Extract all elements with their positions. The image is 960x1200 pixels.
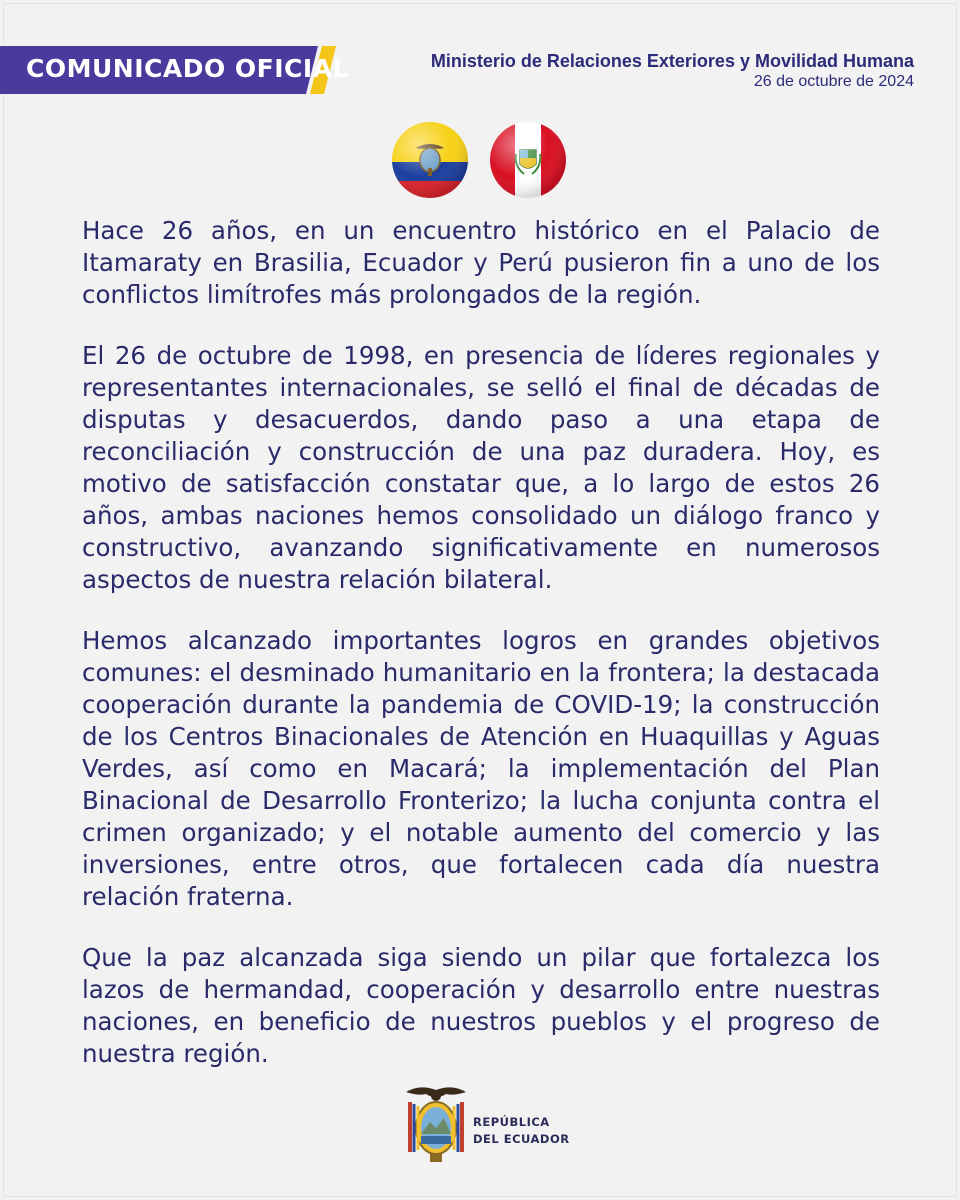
flags-row [388,120,568,200]
peru-flag-icon [488,120,568,200]
republic-line-1: REPÚBLICA [473,1115,550,1129]
ecuador-flag-icon [390,120,470,200]
paragraph: Hemos alcanzado importantes logros en grandes objetivos comunes: el desminado humanitario en la frontera; la destacada cooperación durante la pandemia de COVID-19; la construcción de los Centros Binacionales de Atención en Huaquillas y Aguas Verdes, así como en Macará; la implementación del Plan Binacional de Desarrollo Fronterizo; la lucha conjunta contra el crimen organizado; y el notable aumento del comercio y las inversiones, entre otros, que fortalecen cada día nuestra relación fraterna. [82,626,880,911]
paragraph: Hace 26 años, en un encuentro histórico en el Palacio de Itamaraty en Brasilia, Ecuador y Perú pusieron fin a uno de los conflictos limítrofes más prolongados de la región. [82,216,880,309]
ministry-name: Ministerio de Relaciones Exteriores y Movilidad Humana [430,51,914,71]
banner-title: COMUNICADO OFICIAL [26,54,349,83]
publication-date: 26 de octubre de 2024 [753,73,914,90]
communique-body [82,215,880,1099]
paragraph: El 26 de octubre de 1998, en presencia de líderes regionales y representantes internacionales, se selló el final de décadas de disputas y desacuerdos, dando paso a una etapa de reconciliación y construcción de una paz duradera. Hoy, es motivo de satisfacción constatar que, a lo largo de estos 26 años, ambas naciones hemos consolidado un diálogo franco y constructivo, avanzando significativamente en numerosos aspectos de nuestra relación bilateral. [82,341,880,594]
ecuador-coat-of-arms-icon [400,1082,472,1166]
republic-label [473,1114,570,1148]
official-communique-banner [0,46,349,94]
republic-line-2: DEL ECUADOR [473,1132,570,1146]
header-info [431,50,914,92]
footer-logo [400,1082,600,1172]
paragraph: Que la paz alcanzada siga siendo un pilar que fortalezca los lazos de hermandad, cooperación y desarrollo entre nuestras naciones, en beneficio de nuestros pueblos y el progreso de nuestra región. [82,943,880,1068]
